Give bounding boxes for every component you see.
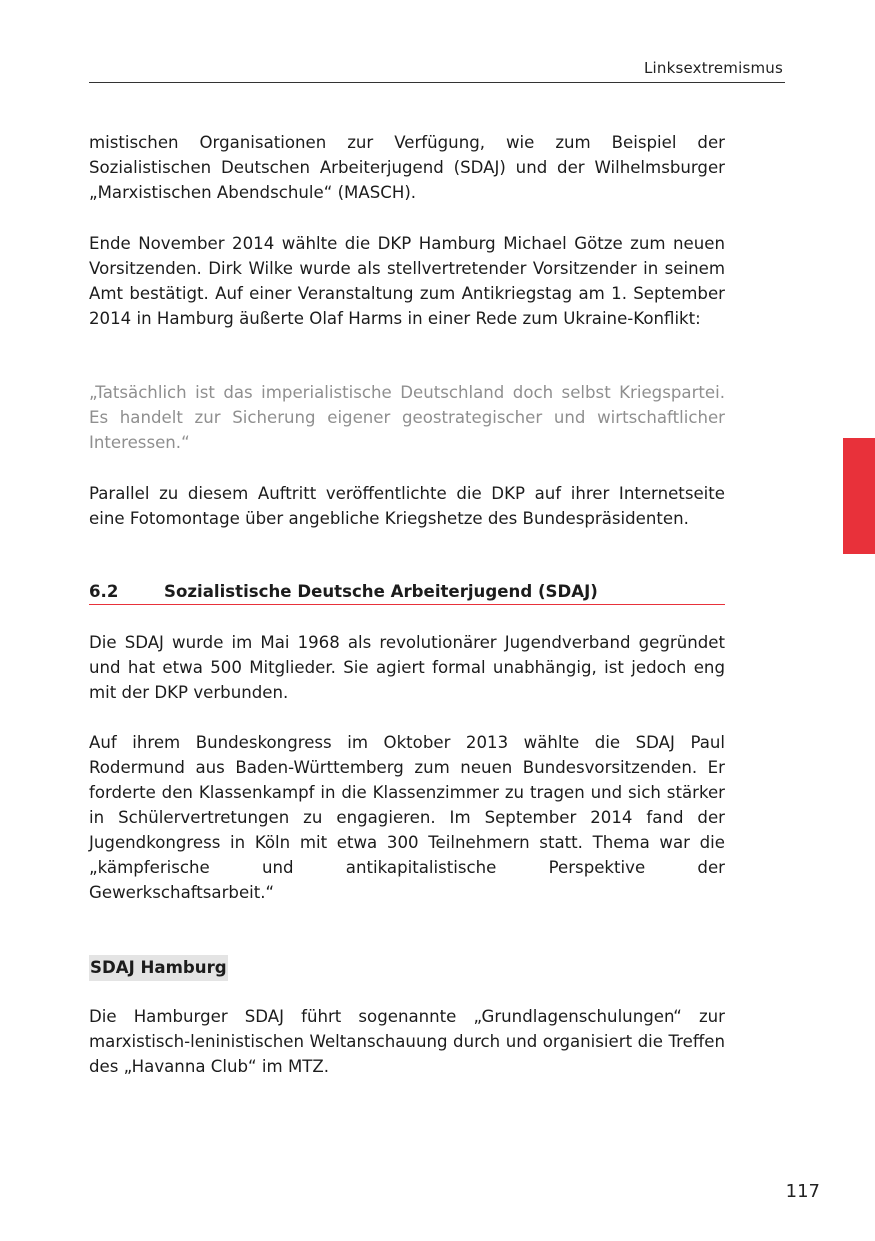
chapter-tab-marker <box>843 438 875 554</box>
body-paragraph-2: Ende November 2014 wählte die DKP Hamburg Michael Götze zum neuen Vorsitzenden. Dirk Wilke wurde als stellvertretender Vorsitzender in seinem Amt bestätigt. Auf einer Veranstaltung zum Antikriegstag am 1. September 2014 in Hamburg äußerte Olaf Harms in einer Rede zum Ukraine-Konflikt: <box>89 234 725 328</box>
running-title: Linksextremismus <box>643 59 783 77</box>
section-paragraph-1: Die SDAJ wurde im Mai 1968 als revolutionärer Jugendverband gegründet und hat etwa 500 Mitglieder. Sie agiert formal unabhängig, ist jedoch eng mit der DKP verbunden. <box>89 633 725 702</box>
body-paragraph-1: mistischen Organisationen zur Verfügung, wie zum Beispiel der Sozialistischen Deutschen Arbeiterjugend (SDAJ) und der Wilhelmsburger „Marxistischen Abendschule“ (MASCH). <box>89 133 725 202</box>
section-title: Sozialistische Deutsche Arbeiterjugend (SDAJ) <box>164 582 598 601</box>
page-number: 117 <box>785 1181 820 1202</box>
section-paragraph-2: Auf ihrem Bundeskongress im Oktober 2013 wählte die SDAJ Paul Rodermund aus Baden-Württemberg zum neuen Bundesvorsitzenden. Er forderte den Klassenkampf in die Klassenzimmer zu tragen und sich stärker in Schülervertretungen zu engagieren. Im September 2014 fand der Jugendkongress in Köln mit etwa 300 Teilnehmern statt. Thema war die „kämpferische und antikapitalistische Perspektive der Gewerkschaftsarbeit.“ <box>89 733 725 902</box>
section-number: 6.2 <box>89 582 119 601</box>
body-paragraph-3: Parallel zu diesem Auftritt veröffentlichte die DKP auf ihrer Internetseite eine Fotomontage über angebliche Kriegshetze des Bundespräsidenten. <box>89 484 725 528</box>
subsection-paragraph-1: Die Hamburger SDAJ führt sogenannte „Grundlagenschulungen“ zur marxistisch-leninistischen Weltanschauung durch und organisiert die Treffen des „Havanna Club“ im MTZ. <box>89 1007 725 1076</box>
subsection-heading: SDAJ Hamburg <box>89 955 228 981</box>
section-heading <box>89 581 725 605</box>
running-header <box>89 58 785 83</box>
quote-paragraph: „Tatsächlich ist das imperialistische Deutschland doch selbst Kriegspartei. Es handelt zur Sicherung eigener geostrategischer und wirtschaftlicher Interessen.“ <box>89 383 725 452</box>
